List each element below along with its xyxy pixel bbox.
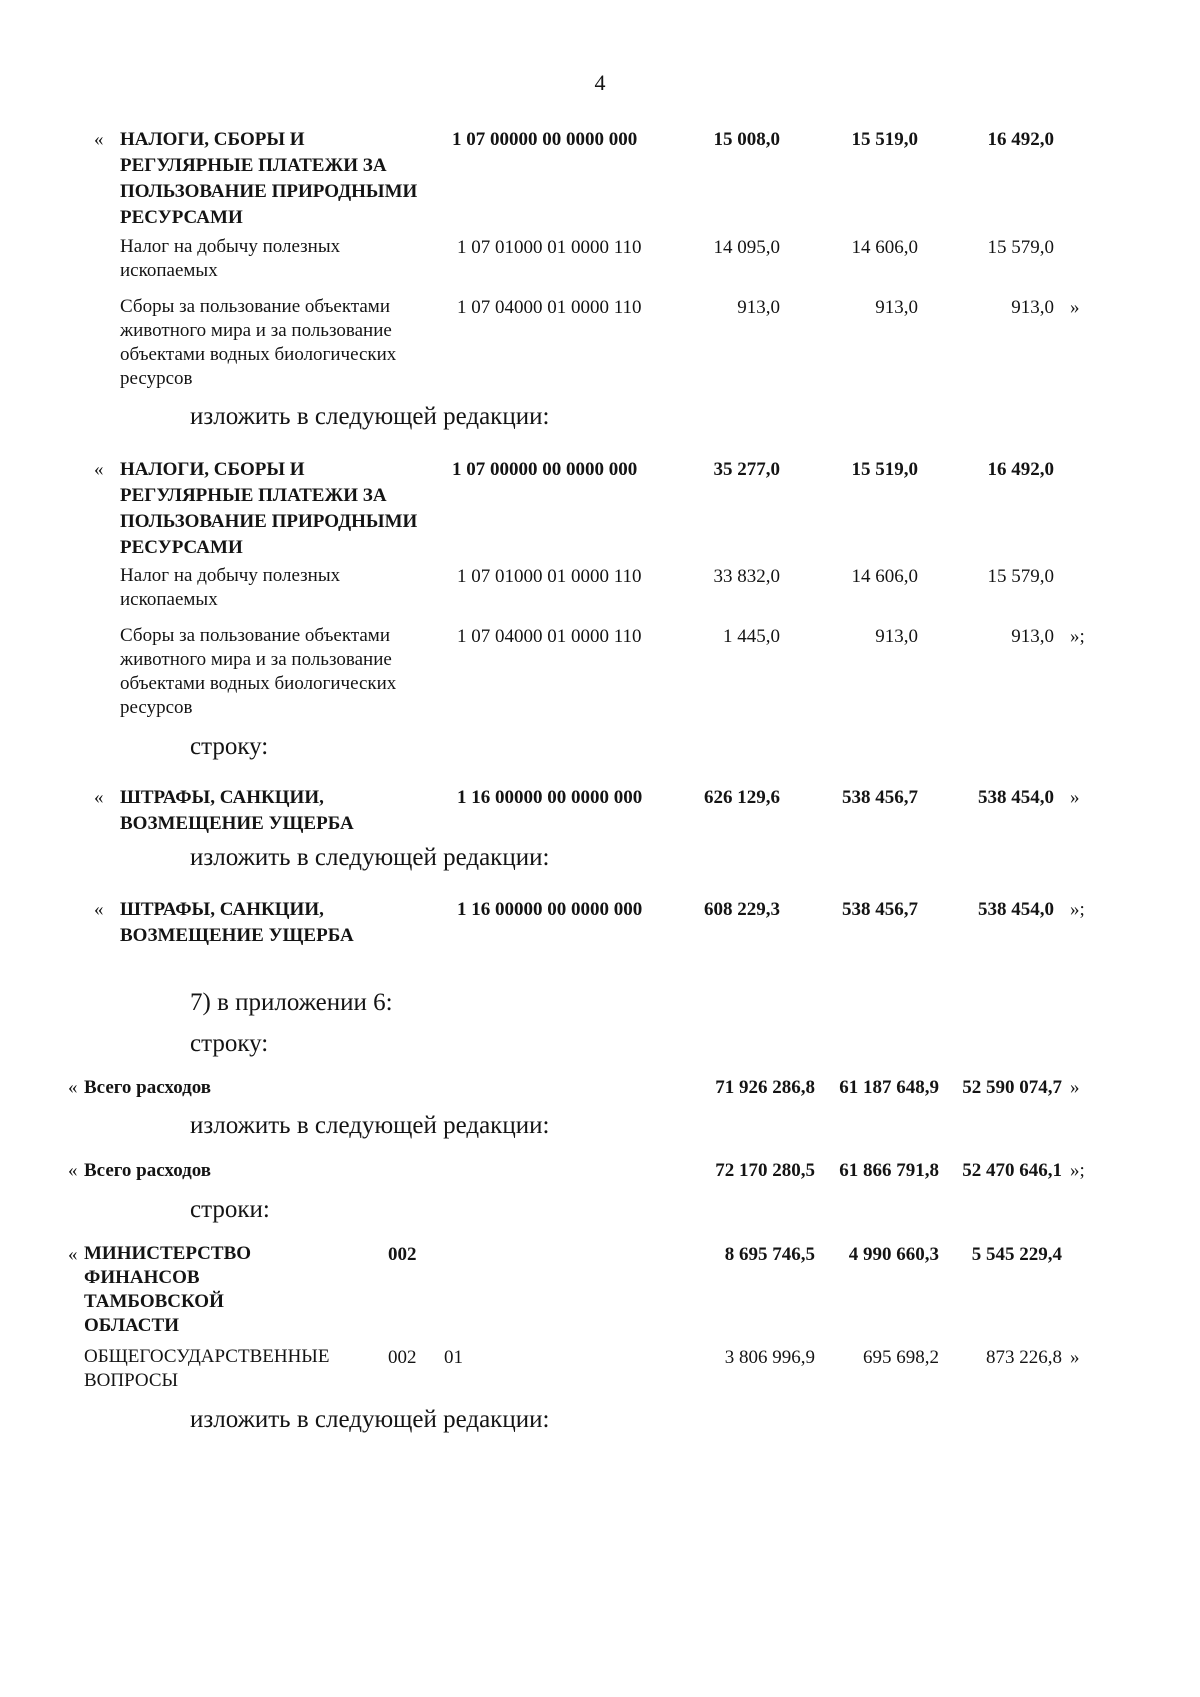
general-value-3: 873 226,8 xyxy=(986,1347,1062,1368)
ministry-code: 002 xyxy=(388,1244,417,1265)
row-value-1: 15 008,0 xyxy=(713,129,780,150)
ministry-value-1: 8 695 746,5 xyxy=(724,1244,815,1265)
row-value-2: 14 606,0 xyxy=(851,566,918,587)
open-quote: « xyxy=(94,787,104,808)
close-quote: »; xyxy=(1070,1160,1085,1181)
row-value-2: 15 519,0 xyxy=(851,459,918,480)
open-quote: « xyxy=(94,459,104,480)
row-value-1: 14 095,0 xyxy=(713,237,780,258)
row-value-3: 15 579,0 xyxy=(987,566,1054,587)
row-name: НАЛОГИ, СБОРЫ И РЕГУЛЯРНЫЕ ПЛАТЕЖИ ЗА ПОЛЬЗОВАНИЕ ПРИРОДНЫМИ РЕСУРСАМИ xyxy=(120,129,418,228)
row-code: 1 16 00000 00 0000 000 xyxy=(457,899,643,920)
general-value-2: 695 698,2 xyxy=(863,1347,939,1368)
close-quote: »; xyxy=(1070,626,1085,647)
row-value-1: 913,0 xyxy=(737,297,780,318)
total-value-2: 61 866 791,8 xyxy=(839,1160,939,1181)
general-value-1: 3 806 996,9 xyxy=(724,1347,815,1368)
total-value-1: 72 170 280,5 xyxy=(715,1160,815,1181)
row-value-2: 538 456,7 xyxy=(842,787,918,808)
row-value-2: 14 606,0 xyxy=(851,237,918,258)
total-value-2: 61 187 648,9 xyxy=(839,1077,939,1098)
open-quote: « xyxy=(68,1077,78,1098)
close-quote: » xyxy=(1070,297,1080,318)
close-quote: » xyxy=(1070,1077,1080,1098)
row-code: 1 07 04000 01 0000 110 xyxy=(457,297,642,318)
row-code: 1 07 04000 01 0000 110 xyxy=(457,626,642,647)
row-value-3: 913,0 xyxy=(1011,626,1054,647)
row-value-3: 538 454,0 xyxy=(978,787,1054,808)
row-value-1: 33 832,0 xyxy=(713,566,780,587)
ministry-name: МИНИСТЕРСТВО ФИНАНСОВ ТАМБОВСКОЙ ОБЛАСТИ xyxy=(84,1243,252,1336)
row-name: Сборы за пользование объектами животного мира и за пользование объектами водных биологических ресурсов xyxy=(120,625,397,718)
total-label: Всего расходов xyxy=(84,1160,212,1181)
statement-row: строку: xyxy=(190,733,269,760)
total-value-3: 52 470 646,1 xyxy=(962,1160,1062,1181)
row-name: НАЛОГИ, СБОРЫ И РЕГУЛЯРНЫЕ ПЛАТЕЖИ ЗА ПОЛЬЗОВАНИЕ ПРИРОДНЫМИ РЕСУРСАМИ xyxy=(120,459,418,558)
row-value-1: 608 229,3 xyxy=(704,899,780,920)
general-name: ОБЩЕГОСУДАРСТВЕННЫЕ ВОПРОСЫ xyxy=(84,1346,330,1391)
statement-edit: изложить в следующей редакции: xyxy=(190,844,550,871)
close-quote: » xyxy=(1070,787,1080,808)
row-code: 1 07 00000 00 0000 000 xyxy=(452,459,638,480)
row-value-3: 538 454,0 xyxy=(978,899,1054,920)
row-value-2: 913,0 xyxy=(875,626,918,647)
row-value-1: 1 445,0 xyxy=(723,626,780,647)
total-value-3: 52 590 074,7 xyxy=(962,1077,1062,1098)
statement-edit: изложить в следующей редакции: xyxy=(190,1406,550,1433)
total-label: Всего расходов xyxy=(84,1077,212,1098)
row-value-2: 913,0 xyxy=(875,297,918,318)
row-value-3: 15 579,0 xyxy=(987,237,1054,258)
row-name: ШТРАФЫ, САНКЦИИ, ВОЗМЕЩЕНИЕ УЩЕРБА xyxy=(120,899,354,946)
row-value-3: 16 492,0 xyxy=(987,459,1054,480)
row-code: 1 07 00000 00 0000 000 xyxy=(452,129,638,150)
statement-rows: строки: xyxy=(190,1196,270,1223)
row-code: 1 07 01000 01 0000 110 xyxy=(457,237,642,258)
open-quote: « xyxy=(94,899,104,920)
open-quote: « xyxy=(68,1160,78,1181)
total-value-1: 71 926 286,8 xyxy=(715,1077,815,1098)
close-quote: » xyxy=(1070,1347,1080,1368)
row-name: Налог на добычу полезных ископаемых xyxy=(120,236,341,281)
row-value-3: 16 492,0 xyxy=(987,129,1054,150)
ministry-value-2: 4 990 660,3 xyxy=(848,1244,939,1265)
item-7-heading: 7) в приложении 6: xyxy=(190,989,393,1016)
row-code: 1 16 00000 00 0000 000 xyxy=(457,787,643,808)
open-quote: « xyxy=(68,1244,78,1265)
row-code: 1 07 01000 01 0000 110 xyxy=(457,566,642,587)
close-quote: »; xyxy=(1070,899,1085,920)
general-code: 002 xyxy=(388,1347,417,1368)
row-value-2: 538 456,7 xyxy=(842,899,918,920)
statement-edit: изложить в следующей редакции: xyxy=(190,1112,550,1139)
page-number: 4 xyxy=(594,70,606,95)
ministry-value-3: 5 545 229,4 xyxy=(971,1244,1062,1265)
statement-edit: изложить в следующей редакции: xyxy=(190,403,550,430)
row-value-2: 15 519,0 xyxy=(851,129,918,150)
statement-row: строку: xyxy=(190,1030,269,1057)
open-quote: « xyxy=(94,129,104,150)
row-value-1: 626 129,6 xyxy=(704,787,780,808)
row-value-3: 913,0 xyxy=(1011,297,1054,318)
row-name: Налог на добычу полезных ископаемых xyxy=(120,565,341,610)
row-value-1: 35 277,0 xyxy=(713,459,780,480)
general-subsection: 01 xyxy=(444,1347,463,1368)
row-name: ШТРАФЫ, САНКЦИИ, ВОЗМЕЩЕНИЕ УЩЕРБА xyxy=(120,787,354,834)
row-name: Сборы за пользование объектами животного мира и за пользование объектами водных биологических ресурсов xyxy=(120,296,397,389)
